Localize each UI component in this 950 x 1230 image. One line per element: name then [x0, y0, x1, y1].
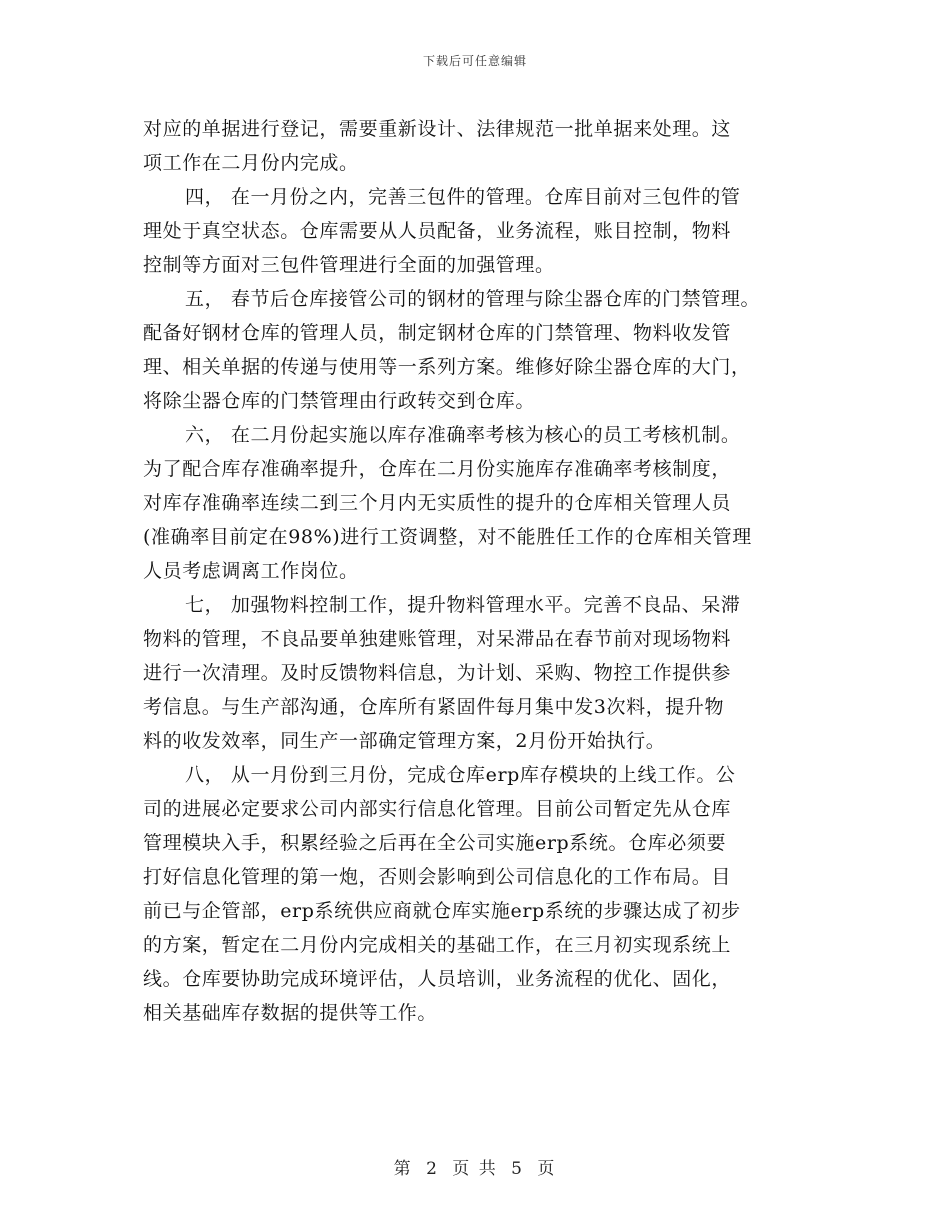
text-line: 对应的单据进行登记，需要重新设计、法律规范一批单据来处理。这: [143, 118, 732, 140]
text-line: 管理模块入手，积累经验之后再在全公司实施erp系统。仓库必须要: [143, 832, 727, 854]
text-line: 四， 在一月份之内，完善三包件的管理。仓库目前对三包件的管: [185, 186, 741, 208]
footer-middle: 页 共: [452, 1159, 498, 1179]
text-line: 司的进展必定要求公司内部实行信息化管理。目前公司暂定先从仓库: [143, 798, 732, 820]
document-body: [143, 112, 823, 1030]
page-header: 下载后可任意编辑: [422, 54, 527, 68]
text-line: 的方案，暂定在二月份内完成相关的基础工作，在三月初实现系统上: [143, 934, 732, 956]
text-line: 理处于真空状态。仓库需要从人员配备，业务流程，账目控制，物料: [143, 220, 732, 242]
text-line: 物料的管理，不良品要单独建账管理，对呆滞品在春节前对现场物料: [143, 628, 732, 650]
text-line: 理、相关单据的传递与使用等一系列方案。维修好除尘器仓库的大门，: [143, 356, 751, 378]
text-line: 进行一次清理。及时反馈物料信息，为计划、采购、物控工作提供参: [143, 662, 732, 684]
text-line: 打好信息化管理的第一炮，否则会影响到公司信息化的工作布局。目: [143, 866, 732, 888]
text-line: 八， 从一月份到三月份，完成仓库erp库存模块的上线工作。公: [185, 764, 736, 786]
text-line: 线。仓库要协助完成环境评估，人员培训，业务流程的优化、固化，: [143, 968, 732, 990]
text-line: 考信息。与生产部沟通，仓库所有紧固件每月集中发3次料，提升物: [143, 696, 725, 718]
footer-suffix: 页: [537, 1159, 557, 1179]
total-page-number: 5: [511, 1159, 524, 1179]
text-line: 对库存准确率连续二到三个月内无实质性的提升的仓库相关管理人员: [143, 492, 732, 514]
text-line: 五， 春节后仓库接管公司的钢材的管理与除尘器仓库的门禁管理。: [185, 288, 761, 310]
text-line: 相关基础库存数据的提供等工作。: [143, 1002, 438, 1024]
text-line: (准确率目前定在98%)进行工资调整，对不能胜任工作的仓库相关管理: [143, 526, 752, 548]
text-line: 将除尘器仓库的门禁管理由行政转交到仓库。: [143, 390, 536, 412]
page-footer: [0, 1154, 950, 1179]
text-line: 七， 加强物料控制工作，提升物料管理水平。完善不良品、呆滞: [185, 594, 741, 616]
text-line: 项工作在二月份内完成。: [143, 152, 359, 174]
text-line: 为了配合库存准确率提升，仓库在二月份实施库存准确率考核制度，: [143, 458, 732, 480]
text-line: 六， 在二月份起实施以库存准确率考核为核心的员工考核机制。: [185, 424, 741, 446]
text-line: 配备好钢材仓库的管理人员，制定钢材仓库的门禁管理、物料收发管: [143, 322, 732, 344]
footer-prefix: 第: [393, 1159, 413, 1179]
text-line: 料的收发效率，同生产一部确定管理方案，2月份开始执行。: [143, 730, 666, 752]
text-line: 人员考虑调离工作岗位。: [143, 560, 359, 582]
text-line: 前已与企管部，erp系统供应商就仓库实施erp系统的步骤达成了初步: [143, 900, 741, 922]
current-page-number: 2: [426, 1159, 439, 1179]
text-line: 控制等方面对三包件管理进行全面的加强管理。: [143, 254, 555, 276]
